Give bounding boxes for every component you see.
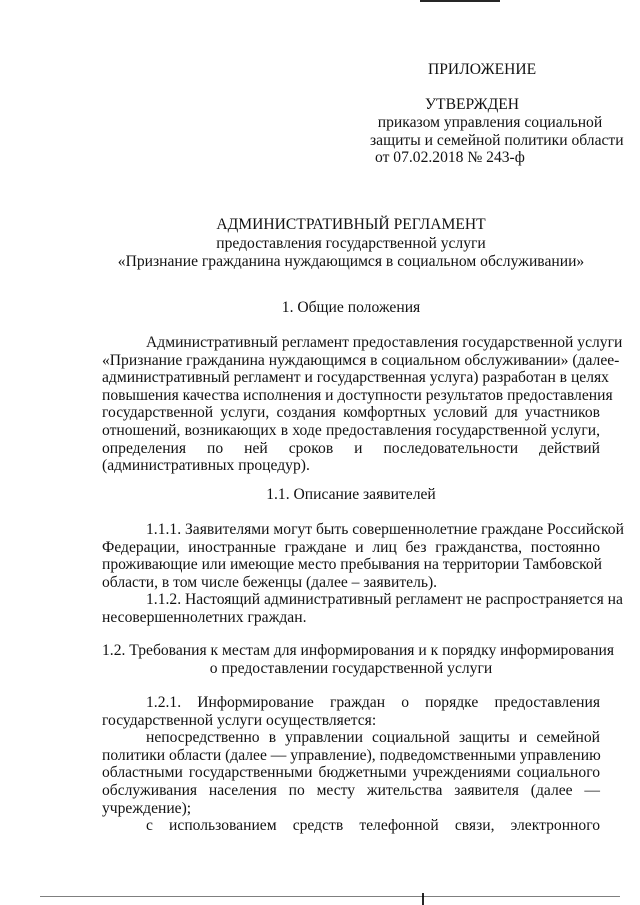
section-heading: 1.1. Описание заявителей <box>266 486 436 503</box>
document-subtitle: «Признание гражданина нуждающимся в социальном обслуживании» <box>117 253 585 270</box>
scan-mark-top <box>420 0 500 2</box>
paragraph: Административный регламент предоставления государственной услуги «Признание гражданина нуждающимся в социальном обслуживании» (далее- административный регламент и государственная услуга) разработан в целях повышения качества исполнения и доступности результатов предоставления государственной услуги, создания комфортных условий для участников отношений, возникающих в ходе предоставления государственной услуги, определения по ней сроков и последовательности действий (административных процедур). <box>102 334 623 475</box>
section-heading: 1. Общие положения <box>281 299 421 316</box>
approval-line: приказом управления социальной <box>377 114 603 131</box>
document-subtitle: предоставления государственной услуги <box>216 235 486 252</box>
approval-line: защиты и семейной политики области <box>370 131 624 149</box>
approved-label: УТВЕРЖДЕН <box>425 96 520 113</box>
paragraph: 1.2.1. Информирование граждан о порядке предоставления государственной услуги осуществляется: непосредственно в управлении социальной защиты и семейной политики области (далее — управление), подведомственными управлению областными государственными бюджетными учреждениями социального обслуживания населения по месту жительства заявителя (далее — учреждение); с использованием средств телефонной связи, электронного <box>102 694 601 835</box>
approval-order <box>370 114 624 167</box>
appendix-label: ПРИЛОЖЕНИЕ <box>428 61 537 78</box>
scan-mark-bottom <box>40 896 620 897</box>
section-heading: 1.2. Требования к местам для информирования и к порядку информирования о предоставлении государственной услуги <box>102 642 615 677</box>
document-title: АДМИНИСТРАТИВНЫЙ РЕГЛАМЕНТ <box>216 216 486 233</box>
paragraph: 1.1.1. Заявителями могут быть совершеннолетние граждане Российской Федерации, иностранные граждане и лиц без гражданства, постоянно проживающие или имеющие место пребывания на территории Тамбовской области, в том числе беженцы (далее – заявитель). 1.1.2. Настоящий административный регламент не распространяется на несовершеннолетних граждан. <box>102 521 624 626</box>
approval-line: от 07.02.2018 № 243-ф <box>375 149 525 167</box>
scan-mark-bottom-tick <box>422 893 424 905</box>
